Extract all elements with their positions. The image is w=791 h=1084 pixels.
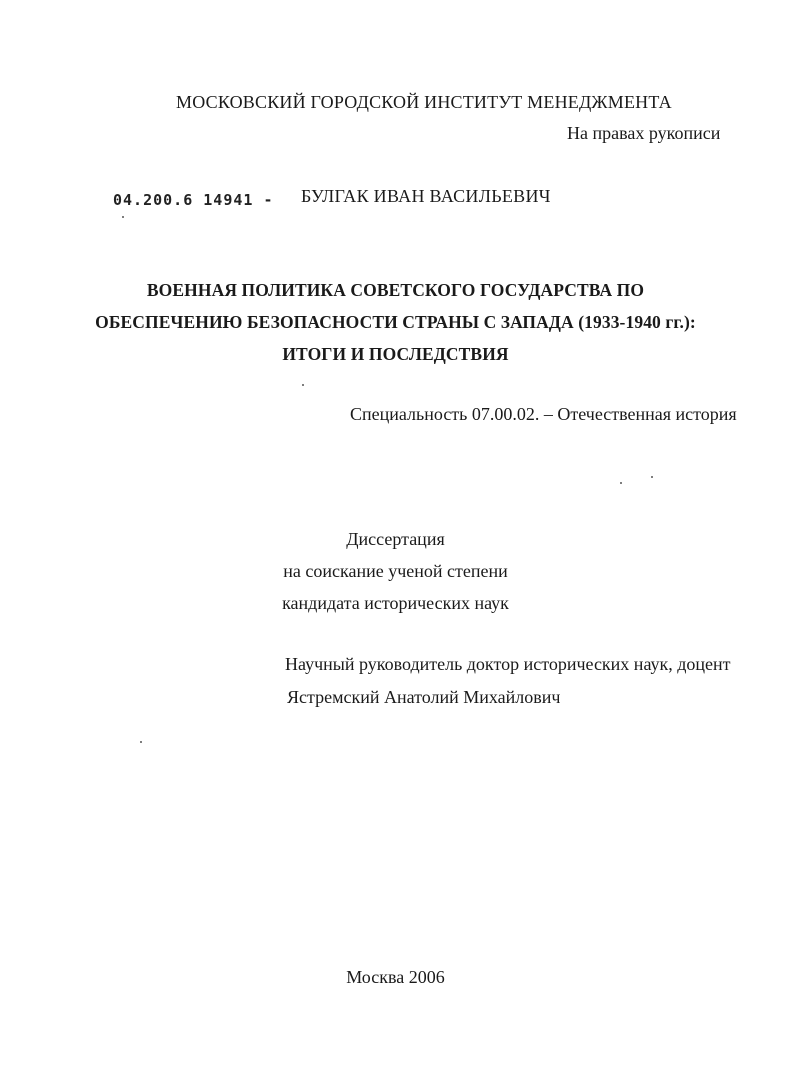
dissertation-title-line-2: ОБЕСПЕЧЕНИЮ БЕЗОПАСНОСТИ СТРАНЫ С ЗАПАДА (1933-1940 гг.): [95, 312, 696, 332]
dissertation-title-line-1: ВОЕННАЯ ПОЛИТИКА СОВЕТСКОГО ГОСУДАРСТВА ПО [146, 280, 645, 300]
scan-speck [122, 216, 124, 218]
advisor-name: Ястремский Анатолий Михайлович [287, 687, 561, 707]
author-name: БУЛГАК ИВАН ВАСИЛЬЕВИЧ [301, 186, 551, 206]
city-and-year: Москва 2006 [346, 967, 445, 987]
degree-name: кандидата исторических наук [282, 593, 509, 613]
dissertation-title-line-3: ИТОГИ И ПОСЛЕДСТВИЯ [282, 344, 509, 364]
scan-speck [302, 384, 304, 386]
scan-speck [620, 482, 622, 484]
degree-purpose: на соискание ученой степени [283, 561, 508, 581]
dissertation-label: Диссертация [346, 529, 445, 549]
specialty-code: Специальность 07.00.02. – Отечественная история [350, 404, 737, 424]
manuscript-rights-note: На правах рукописи [567, 123, 721, 143]
advisor-title: Научный руководитель доктор исторических наук, доцент [285, 654, 731, 674]
registration-code: 04.200.6 14941 - [113, 191, 274, 209]
scan-speck [651, 476, 653, 478]
scan-speck [140, 741, 142, 743]
institute-name: МОСКОВСКИЙ ГОРОДСКОЙ ИНСТИТУТ МЕНЕДЖМЕНТА [176, 92, 672, 112]
